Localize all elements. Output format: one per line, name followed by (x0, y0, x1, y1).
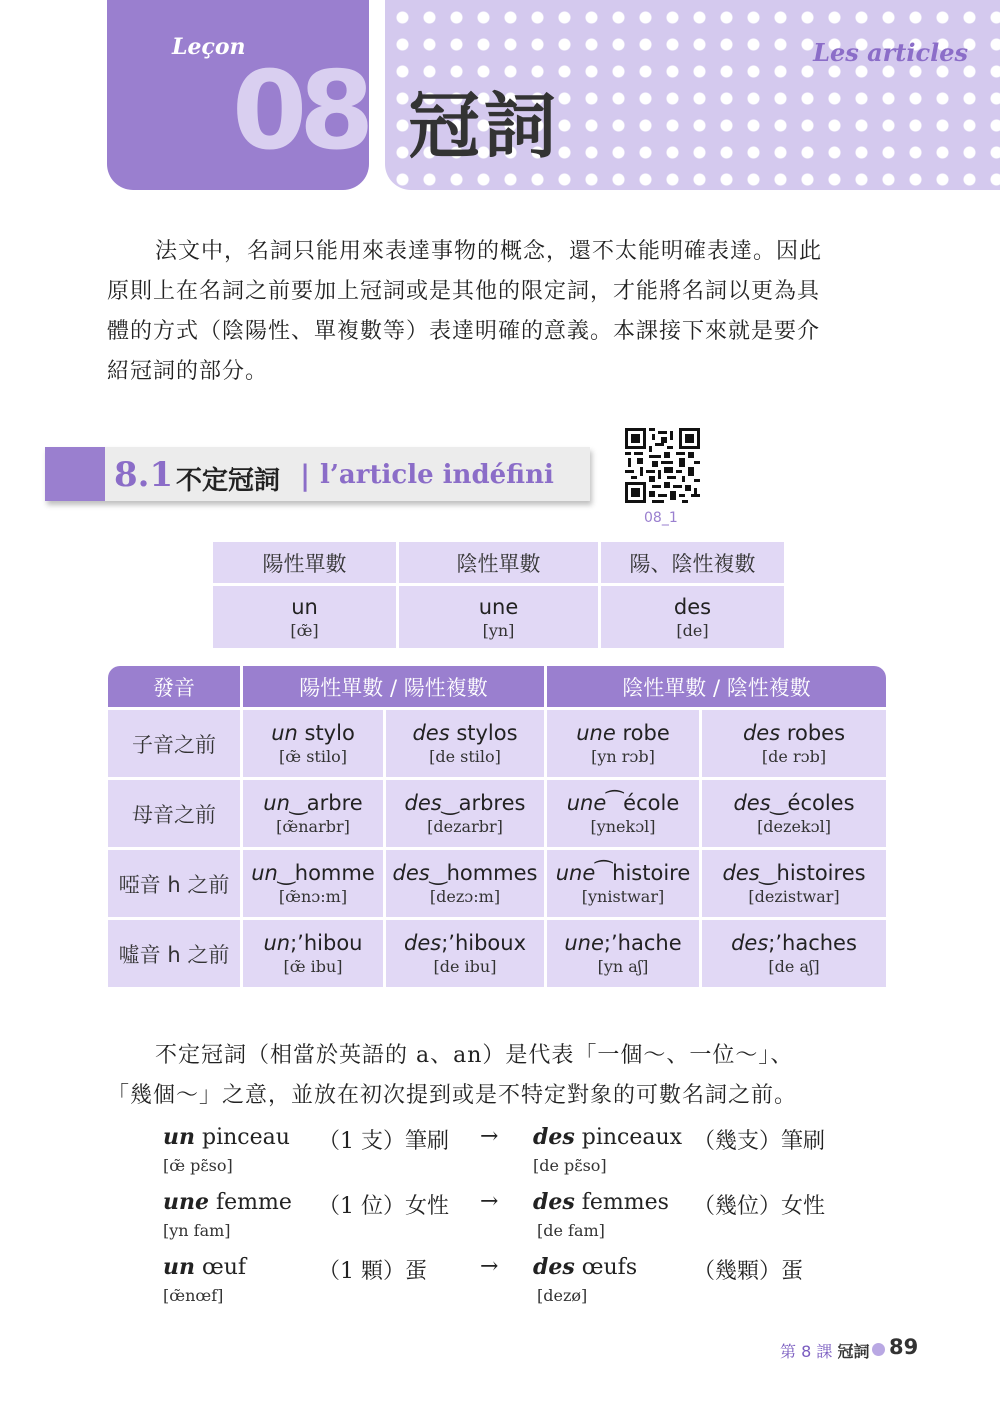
article: un (251, 861, 278, 885)
example-plural (533, 1254, 637, 1280)
table-header-cell: 陰性單數 (399, 542, 598, 583)
ipa-transcription: [dezistwar] (748, 887, 840, 906)
article: des (722, 861, 760, 885)
table-cell (702, 920, 886, 987)
explanation-paragraph (107, 1036, 907, 1116)
table-header-row (213, 542, 784, 583)
ipa-transcription: [de rɔb] (761, 747, 827, 766)
table-header-cell: 陰性單數 / 陰性複數 (547, 666, 886, 707)
table-cell (399, 586, 598, 648)
ipa-transcription: [œ̃] (290, 620, 319, 640)
table-cell (243, 710, 383, 777)
article: des (742, 721, 781, 745)
ipa-transcription: [dezø] (537, 1286, 588, 1305)
noun: ‿hommes (429, 861, 538, 885)
section-heading (45, 447, 590, 501)
table-header-cell: 陽、陰性複數 (601, 542, 784, 583)
ipa-transcription: [œ̃nɔ:m] (278, 887, 348, 906)
ipa-transcription: [dezɔ:m] (429, 887, 501, 906)
noun: ‿arbres (441, 791, 526, 815)
table-cell (386, 920, 544, 987)
ipa-transcription: [de fam] (537, 1221, 605, 1240)
section-title-fr: l’article indéfini (320, 460, 554, 490)
example-meaning: （幾位）女性 (693, 1194, 826, 1219)
row-label: 啞音 h 之前 (108, 850, 240, 917)
table-row (108, 920, 886, 987)
ipa-transcription: [œ̃ pε̃so] (163, 1156, 233, 1175)
noun: ‿écoles (770, 791, 855, 815)
example-plural (533, 1189, 669, 1215)
article: des (533, 1254, 575, 1280)
arrow-icon: → (480, 1124, 499, 1149)
lesson-subtitle-fr: Les articles (813, 38, 968, 67)
table-header-cell: 發音 (108, 666, 240, 707)
article: des (731, 931, 769, 955)
table-cell (213, 586, 396, 648)
noun: ;ʼhaches (768, 931, 857, 955)
running-footer (780, 1339, 869, 1362)
table-row (108, 780, 886, 847)
lesson-title: 冠詞 (408, 84, 561, 168)
table-cell (702, 710, 886, 777)
table-cell (243, 850, 383, 917)
ipa-transcription: [yn aʃ] (597, 957, 649, 976)
ipa-transcription: [ynistwar] (581, 887, 665, 906)
ipa-transcription: [ynekɔl] (590, 817, 656, 836)
table-cell (601, 586, 784, 648)
paragraph-line: 不定冠詞（相當於英語的 a、an）是代表「一個～、一位～」、 (155, 1043, 794, 1068)
article: une (555, 861, 596, 885)
example-meaning: （1 支）筆刷 (318, 1129, 449, 1154)
noun: stylo (297, 721, 355, 745)
noun: œuf (195, 1255, 247, 1280)
table-header-cell: 陽性單數 (213, 542, 396, 583)
table-row (108, 710, 886, 777)
intro-line: 紹冠詞的部分。 (107, 359, 269, 384)
example-meaning: （幾顆）蛋 (693, 1259, 804, 1284)
arrow-icon: → (480, 1254, 499, 1279)
article: des (403, 931, 442, 955)
intro-line: 體的方式（陰陽性、單複數等）表達明確的意義。本課接下來就是要介 (107, 319, 821, 344)
article: des (533, 1124, 575, 1150)
example-meaning: （1 顆）蛋 (318, 1259, 427, 1284)
article: une (564, 931, 604, 955)
noun: robe (615, 721, 670, 745)
intro-paragraph (107, 232, 907, 392)
table-cell (547, 850, 699, 917)
noun: ;ʼhiboux (441, 931, 526, 955)
example-plural (533, 1124, 682, 1150)
example-singular (163, 1124, 290, 1150)
ipa-transcription: [œ̃ ibu] (283, 957, 343, 976)
article: une (566, 791, 607, 815)
ipa-transcription: [dezarbr] (427, 817, 503, 836)
table-cell (547, 780, 699, 847)
article: une (163, 1189, 209, 1215)
article: un (271, 721, 298, 745)
table-cell (243, 780, 383, 847)
article: des (404, 791, 442, 815)
table-cell (386, 780, 544, 847)
article: des (733, 791, 771, 815)
article-word: un (291, 594, 318, 619)
footer-dot-icon (872, 1343, 885, 1356)
ipa-transcription: [dezekɔl] (757, 817, 831, 836)
table-row (213, 586, 784, 648)
ipa-transcription: [yn rɔb] (591, 747, 655, 766)
footer-title: 冠詞 (837, 1342, 870, 1361)
article: un (163, 1124, 195, 1150)
ipa-transcription: [œ̃narbr] (276, 817, 350, 836)
noun: pinceaux (574, 1125, 683, 1150)
article: des (392, 861, 430, 885)
lecon-label: Leçon (172, 34, 246, 60)
noun: stylos (449, 721, 518, 745)
section-divider: | (300, 459, 311, 492)
noun: pinceau (195, 1125, 290, 1150)
table-cell (386, 710, 544, 777)
table-cell (243, 920, 383, 987)
qr-code-icon[interactable] (625, 428, 700, 503)
noun: ‿arbre (289, 791, 363, 815)
article-word: une (478, 594, 519, 619)
pronunciation-table (105, 663, 889, 990)
section-title-zh: 不定冠詞 (176, 466, 281, 496)
paragraph-line: 「幾個～」之意，並放在初次提到或是不特定對象的可數名詞之前。 (107, 1083, 798, 1108)
noun: œufs (574, 1255, 638, 1280)
ipa-transcription: [de] (676, 620, 709, 640)
noun: ⁀histoire (595, 861, 691, 885)
noun: ‿homme (277, 861, 375, 885)
example-singular (163, 1254, 246, 1280)
noun: ;ʼhibou (290, 931, 363, 955)
table-cell (702, 780, 886, 847)
ipa-transcription: [de pε̃so] (533, 1156, 607, 1175)
noun: ‿histoires (759, 861, 866, 885)
section-accent (45, 447, 105, 501)
example-singular (163, 1189, 292, 1215)
example-meaning: （幾支）筆刷 (693, 1129, 826, 1154)
noun: ;ʼhache (603, 931, 682, 955)
table-header-cell: 陽性單數 / 陽性複數 (243, 666, 544, 707)
noun: ⁀école (606, 791, 680, 815)
article-word: des (673, 594, 712, 619)
row-label: 母音之前 (108, 780, 240, 847)
noun: femmes (574, 1190, 669, 1215)
intro-line: 法文中，名詞只能用來表達事物的概念，還不太能明確表達。因此 (155, 239, 823, 264)
table-row (108, 850, 886, 917)
article: une (576, 721, 616, 745)
page-number: 89 (889, 1335, 919, 1359)
noun: robes (780, 721, 846, 745)
ipa-transcription: [de ibu] (433, 957, 497, 976)
noun: femme (209, 1190, 292, 1215)
ipa-transcription: [de aʃ] (768, 957, 820, 976)
intro-line: 原則上在名詞之前要加上冠詞或是其他的限定詞，才能將名詞以更為具 (107, 279, 821, 304)
arrow-icon: → (480, 1189, 499, 1214)
footer-lesson: 第 8 課 (780, 1342, 833, 1361)
article: un (263, 931, 291, 955)
lesson-number: 08 (232, 49, 367, 174)
article: un (163, 1254, 195, 1280)
article: un (263, 791, 290, 815)
article: des (412, 721, 450, 745)
article-summary-table (210, 539, 787, 651)
example-meaning: （1 位）女性 (318, 1194, 449, 1219)
ipa-transcription: [œ̃ stilo] (279, 747, 347, 766)
section-number: 8.1 (114, 455, 174, 495)
row-label: 噓音 h 之前 (108, 920, 240, 987)
table-cell (547, 710, 699, 777)
table-cell (386, 850, 544, 917)
article: des (533, 1189, 575, 1215)
table-header-row (108, 666, 886, 707)
ipa-transcription: [de stilo] (429, 747, 501, 766)
table-cell (702, 850, 886, 917)
audio-track-label: 08_1 (644, 510, 678, 526)
ipa-transcription: [yn] (482, 620, 515, 640)
table-cell (547, 920, 699, 987)
ipa-transcription: [yn fam] (163, 1221, 231, 1240)
ipa-transcription: [œ̃nœf] (163, 1286, 224, 1305)
row-label: 子音之前 (108, 710, 240, 777)
